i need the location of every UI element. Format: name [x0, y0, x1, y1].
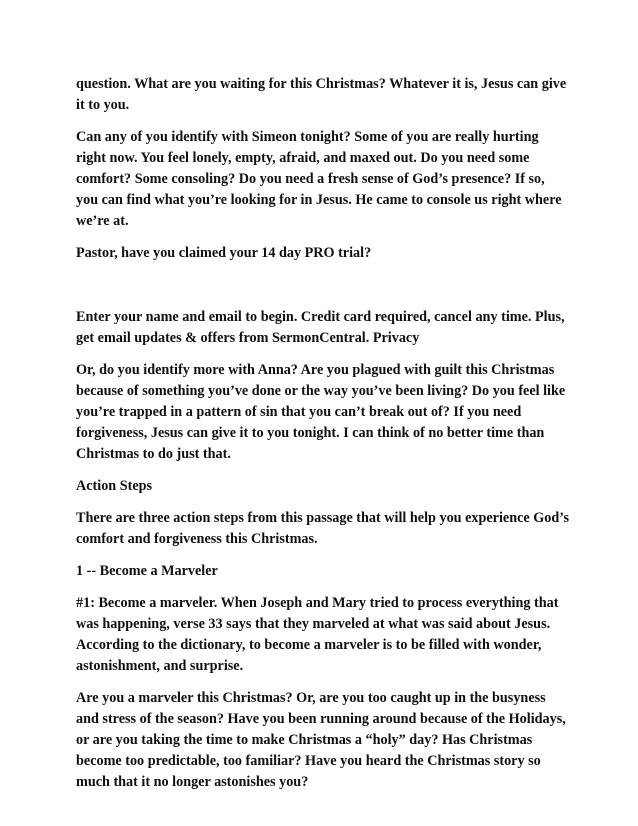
paragraph-become-marveler: #1: Become a marveler. When Joseph and Mary tried to process everything that was happening, verse 33 says that they marveled at what was said about Jesus. According to the dictionary, to become a marveler is to be filled with wonder, astonishment, and surprise.	[76, 595, 559, 674]
paragraph-pro-trial-prompt: Pastor, have you claimed your 14 day PRO trial?	[76, 245, 372, 261]
paragraph-signup-notice: Enter your name and email to begin. Credit card required, cancel any time. Plus, get email updates & offers from SermonCentral. Privacy	[76, 309, 565, 346]
paragraph-anna: Or, do you identify more with Anna? Are you plagued with guilt this Christmas because of something you’ve done or the way you’ve been living? Do you feel like you’re trapped in a pattern of sin that you can’t break out of? If you need forgiveness, Jesus can give it to you tonight. I can think of no better time than Christmas to do just that.	[76, 362, 566, 462]
paragraph-action-steps-intro: There are three action steps from this passage that will help you experience God’s comfort and forgiveness this Christmas.	[76, 510, 569, 547]
heading-action-steps: Action Steps	[76, 478, 153, 494]
paragraph-marveler-questions: Are you a marveler this Christmas? Or, are you too caught up in the busyness and stress of the season? Have you been running around because of the Holidays, or are you taking the time to make Christmas a “holy” day? Has Christmas become too predictable, too familiar? Have you heard the Christmas story so much that it no longer astonishes you?	[76, 690, 566, 790]
document-page	[76, 74, 570, 804]
heading-step-one: 1 -- Become a Marveler	[76, 563, 218, 579]
paragraph-closing-question: question. What are you waiting for this Christmas? Whatever it is, Jesus can give it to you.	[76, 76, 567, 113]
paragraph-simeon: Can any of you identify with Simeon tonight? Some of you are really hurting right now. You feel lonely, empty, afraid, and maxed out. Do you need some comfort? Some consoling? Do you need a fresh sense of God’s presence? If so, you can find what you’re looking for in Jesus. He came to console us right where we’re at.	[76, 129, 562, 229]
blank-space	[76, 275, 570, 307]
